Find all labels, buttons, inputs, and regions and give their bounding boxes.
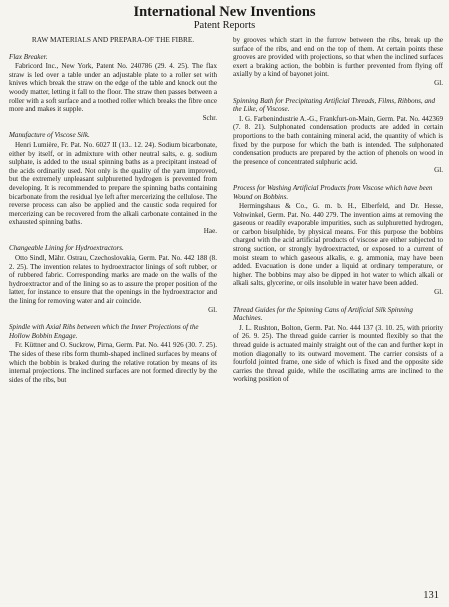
- section-heading: RAW MATERIALS AND PREPARA‐OF THE FIBRE.: [31, 35, 195, 44]
- article-heading: Process for Washing Artificial Products from Viscose which have been Wound on Bobbins.: [233, 183, 433, 201]
- article-author: Gl.: [434, 78, 443, 87]
- article-body: Hermingshaus & Co., G. m. b. H., Elberfeld, and Dr. Hesse, Vohwinkel, Germ. Pat. No. 440 279. The invention aims at removing the gaseous or readily evaporable impurities, such as sulphuretted hydrogen, or carbon bisulphide, by physical means. For this purpose the bobbins charged with the acid artificial products of viscose are either subjected to strong suction, or strongly hydroextracted, or exposed to a current of moist steam to which gaseous alkalis, e. g. ammonia, may have been added. Evacuation is done under a liquid at ordinary temperature, or higher. The bobbins may also be dipped in hot water to which alkali or alkali salts, glycerine, or oils insoluble in water have been added. Gl.: [233, 202, 443, 297]
- article-thread-guides: [233, 306, 443, 384]
- article-author: Hae.: [203, 226, 217, 235]
- page-number: 131: [423, 590, 439, 601]
- article-washing-process: [233, 184, 443, 297]
- left-column: [9, 36, 217, 393]
- article-spindle-ribs: [9, 323, 217, 384]
- article-heading: Thread Guides for the Spinning Cans of Artificial Silk Spinning Machines.: [233, 305, 413, 323]
- article-heading: Flax Breaker.: [9, 52, 48, 61]
- page-header: [0, 4, 449, 32]
- article-author: Gl.: [208, 305, 217, 314]
- article-author: Gl.: [434, 288, 443, 297]
- article-body: by grooves which start in the furrow between the ribs, break up the surface of the ribs, and end on the top of them. At certain points these grooves are provided with projections, so that when the inclined surfaces exert a braking action, the bobbin is further prevented from flying off axially by a kind of bayonet joint. Gl.: [233, 36, 443, 87]
- article-heading: Spinning Bath for Precipitating Artificial Threads, Films, Ribbons, and the Like, of Viscose.: [233, 96, 436, 114]
- article-body: Otto Sindl, Mähr. Ostrau, Czechoslovakia, Germ. Pat. No. 442 188 (8. 2. 25). The invention relates to hydroextractor linings of soft rubber, or of rubbered fabric. Corresponding marks are made on the walls of the hydroextractor and of the lining so as to assure the proper position of the latter, for instance to ensure that the openings in the hydroextractor and the lining for removing water and air coincide. Gl.: [9, 254, 217, 314]
- article-body: Fabricord Inc., New York, Patent No. 240786 (29. 4. 25). The flax straw is led over a table under an adjustable plate to a roller set with knives which break the straw on the edge of the table and knock out the woody matter, letting it fall to the floor. The straw then passes between a roller with a soft surface and a toothed roller which breaks the fibre once more and makes it supple. Schr.: [9, 62, 217, 122]
- article-body: I. G. Farbenindustrie A.-G., Frankfurt-on-Main, Germ. Pat. No. 442369 (7. 8. 21). Sulphonated condensation products are added in certain proportions to the bath containing mineral acid, the quantity of which is fixed by the purpose for which the bath is intended. The sulphonated condensation products are prepared by the action of phenols on wood in the presence of concentrated sulphuric acid. Gl.: [233, 114, 443, 175]
- article-body: Henri Lumière, Fr. Pat. No. 6027 II (13.. 12. 24). Sodium bicarbonate, either by itself, or in admixture with other neutral salts, e. g. sodium sulphate, is added to the usual spinning baths as a precipitant instead of the acids ordinarily used. Not only is the quality of the yarn improved, but the extremely unpleasant sulphuretted hydrogen is prevented from developing. It is recommended to prepare the spinning baths containing bicarbonate from the residual lye left after mercerizing the cellulose. The reverse process can also be applied and the caustic soda required for mercerizing can be recovered from the alkali carbonate contained in the exhausted spinning baths. Hae.: [9, 140, 217, 235]
- page-subtitle: Patent Reports: [193, 20, 256, 31]
- article-heading: Changeable Lining for Hydroextractors.: [9, 244, 124, 253]
- article-hydroextractor-lining: [9, 244, 217, 314]
- article-heading: Manufacture of Viscose Silk.: [9, 131, 90, 140]
- article-viscose-silk: [9, 131, 217, 235]
- article-body: J. L. Rushton, Bolton, Germ. Pat. No. 444 137 (3. 10. 25, with priority of 26. 9. 25). The thread guide carrier is mounted flexibly so that the thread guide is actuated mainly straight out of the can and further kept in motion diagonally to its outward movement. The carrier consists of a fourfold jointed frame, one side of which is fixed and the opposite side carries the thread guide, while the oscillating arms are inclined to the working position of: [233, 323, 443, 384]
- article-heading: Spindle with Axial Ribs between which the Inner Projections of the Hollow Bobbin Engage.: [9, 323, 199, 340]
- right-column: [233, 36, 443, 393]
- article-spinning-bath: [233, 97, 443, 175]
- page-title: International New Inventions: [133, 4, 316, 20]
- article-author: Gl.: [434, 166, 443, 175]
- article-author: Schr.: [202, 113, 217, 122]
- article-spindle-ribs-continued: [233, 36, 443, 88]
- article-body: Fr. Küttner and O. Suckrow, Pirna, Germ. Pat. No. 441 926 (30. 7. 25). The sides of these ribs form thumb-shaped inclined surfaces by means of which the bobbin is braked during the relative rotation by means of its internal projections. The inclined surfaces are not formed directly by the sides of the ribs, but: [9, 341, 217, 384]
- article-flax-breaker: [9, 53, 217, 123]
